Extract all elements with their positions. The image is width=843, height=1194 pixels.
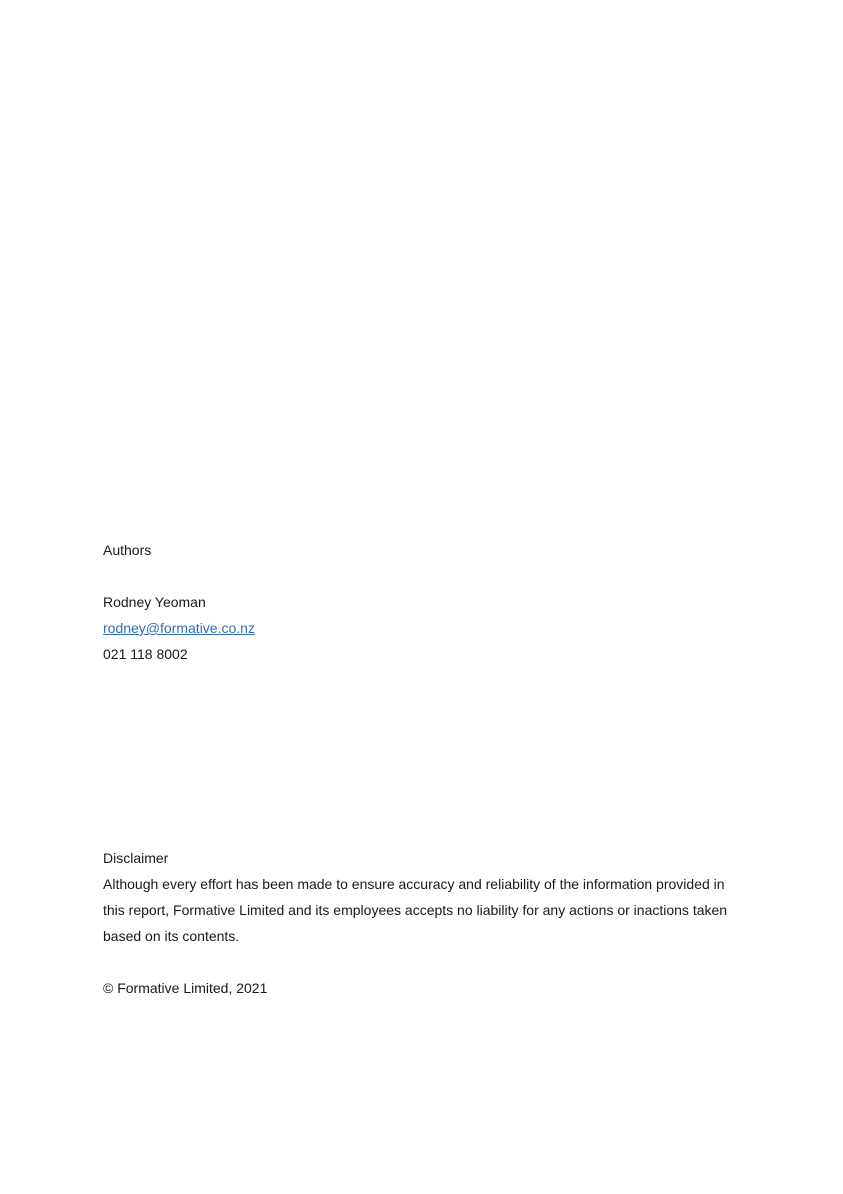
author-phone: 021 118 8002: [103, 646, 188, 662]
author-email-link[interactable]: rodney@formative.co.nz: [103, 620, 255, 636]
authors-section: [103, 537, 753, 667]
author-email-row: [103, 615, 753, 641]
disclaimer-section: [103, 845, 753, 1001]
copyright-notice: © Formative Limited, 2021: [103, 980, 268, 996]
author-name: Rodney Yeoman: [103, 594, 206, 610]
authors-heading: Authors: [103, 542, 152, 558]
disclaimer-line-3: based on its contents.: [103, 928, 240, 944]
disclaimer-heading: Disclaimer: [103, 850, 169, 866]
spacer: [103, 563, 753, 589]
disclaimer-line-2: this report, Formative Limited and its employees accepts no liability for any actions or inactions taken: [103, 902, 728, 918]
spacer: [103, 949, 753, 975]
disclaimer-line-1: Although every effort has been made to ensure accuracy and reliability of the information provided in: [103, 876, 725, 892]
